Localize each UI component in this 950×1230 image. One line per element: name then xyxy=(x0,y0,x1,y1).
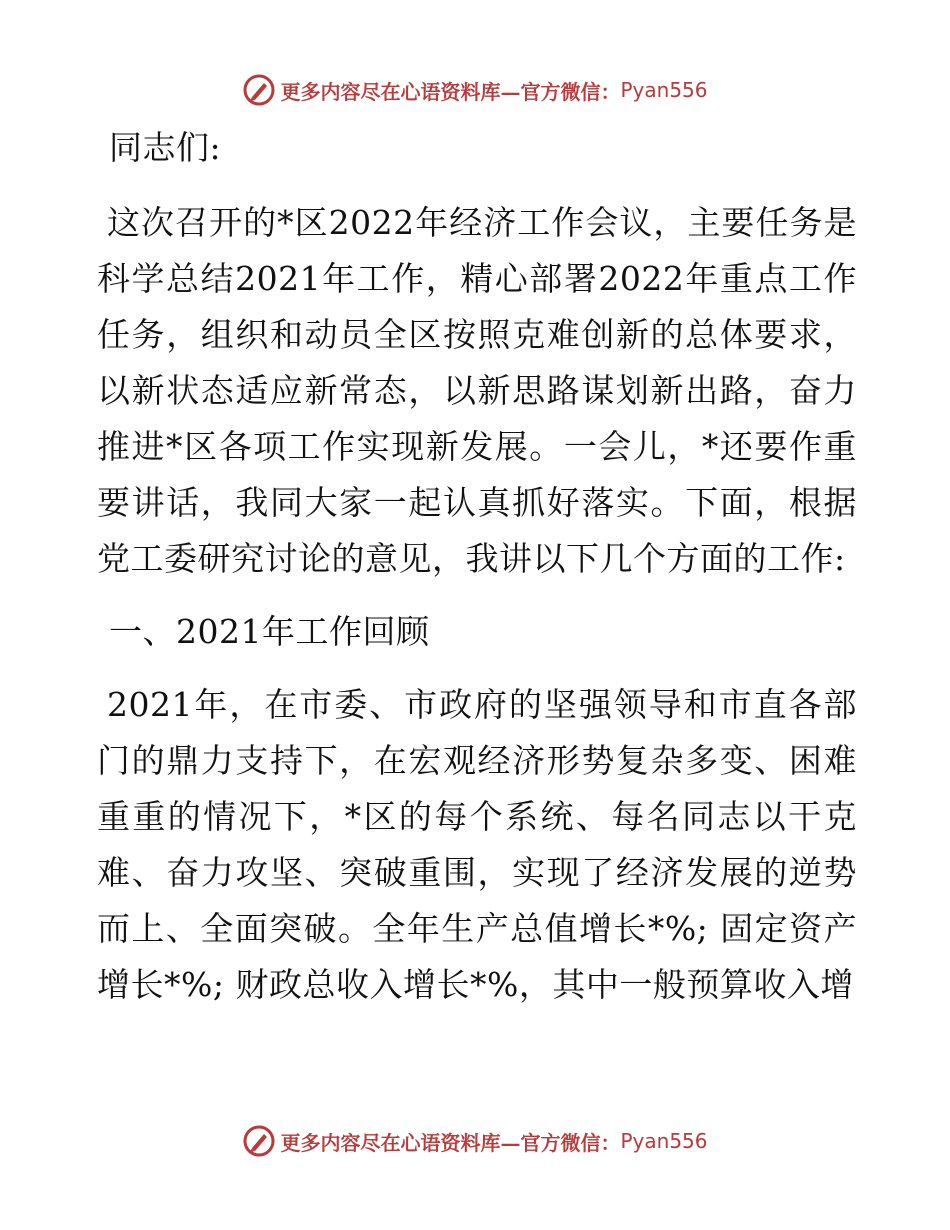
watermark-account: Pyan556 xyxy=(620,1129,708,1153)
paragraph-review: 2021年，在市委、市政府的坚强领导和市直各部门的鼎力支持下，在宏观经济形势复杂多变、困难重重的情况下，*区的每个系统、每名同志以干克难、奋力攻坚、突破重围，实现了经济发展的逆势而上、全面突破。全年生产总值增长*%; 固定资产增长*%; 财政总收入增长*%，其中一般预算收入增 xyxy=(97,685,857,1004)
watermark-text: 更多内容尽在心语资料库—官方微信： xyxy=(280,1130,621,1155)
section-heading: 一、2021年工作回顾 xyxy=(109,612,430,651)
watermark-text: 更多内容尽在心语资料库—官方微信： xyxy=(280,79,621,104)
pen-logo-icon xyxy=(242,73,276,107)
document-body xyxy=(97,120,857,1030)
watermark-banner-top xyxy=(0,70,950,110)
paragraph-intro: 这次召开的*区2022年经济工作会议，主要任务是科学总结2021年工作，精心部署2022年重点工作任务，组织和动员全区按照克难创新的总体要求，以新状态适应新常态，以新思路谋划新出路，奋力推进*区各项工作实现新发展。一会儿，*还要作重要讲话，我同大家一起认真抓好落实。下面，根据党工委研究讨论的意见，我讲以下几个方面的工作: xyxy=(97,203,857,578)
pen-logo-icon xyxy=(242,1124,276,1158)
watermark-account: Pyan556 xyxy=(620,78,708,102)
watermark-banner-bottom xyxy=(0,1121,950,1161)
salutation: 同志们: xyxy=(109,128,222,167)
